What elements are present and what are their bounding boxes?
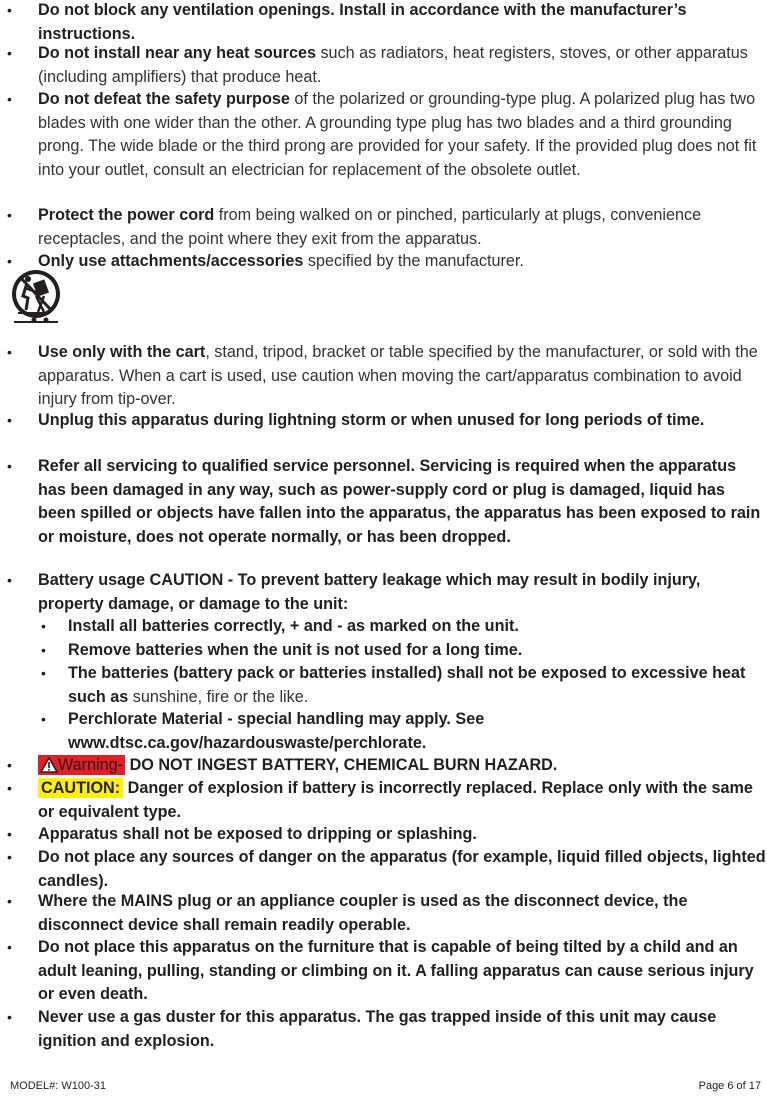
safety-item-polarized-plug <box>7 88 767 182</box>
bullet: • <box>7 207 12 223</box>
footer-model-number: MODEL#: W100-31 <box>10 1080 106 1092</box>
item-bold-text: Danger of explosion if battery is incorrectly replaced. Replace only with the same or equivalent type. <box>38 779 753 821</box>
safety-item-mains-plug <box>7 890 767 937</box>
item-bold-text: Perchlorate Material - special handling may apply. See www.dtsc.ca.gov/hazardouswaste/perchlorate. <box>68 710 485 752</box>
item-text: specified by the manufacturer. <box>303 252 524 270</box>
bullet: • <box>7 893 12 909</box>
item-bold-text: Where the MAINS plug or an appliance coupler is used as the disconnect device, the disconnect device shall remain readily operable. <box>38 892 688 934</box>
safety-item-ventilation <box>7 0 767 46</box>
item-bold-text: Only use attachments/accessories <box>38 252 304 270</box>
safety-item-unplug <box>7 409 767 433</box>
cart-tip-over-warning-icon <box>10 268 62 326</box>
bullet: • <box>7 91 12 107</box>
item-bold-text: Refer all servicing to qualified service personnel. Servicing is required when the apparatus has been damaged in any way, such as power-supply cord or plug is damaged, liquid has been spilled or objects have fallen into the apparatus, the apparatus has been exposed to rain or moisture, does not operate normally, or has been dropped. <box>38 457 761 546</box>
bullet: • <box>7 45 12 61</box>
safety-item-heat-sources <box>7 42 767 89</box>
item-bold-text: Do not defeat the safety purpose <box>38 90 290 108</box>
bullet: • <box>41 665 46 681</box>
bullet: • <box>7 458 12 474</box>
bullet: • <box>41 642 46 658</box>
item-bold-text: Never use a gas duster for this apparatus. The gas trapped inside of this unit may cause ignition and explosion. <box>38 1008 717 1050</box>
item-text: of the polarized or grounding-type plug. A polarized plug has two blades with one wider than the other. A grounding type plug has two blades and a third grounding prong. The wide blade or the third prong are provided for your safety. If the provided plug does not fit into your outlet, consult an electrician for replacement of the obsolete outlet. <box>38 90 757 179</box>
safety-item-gas-duster <box>7 1006 767 1053</box>
warning-triangle-icon <box>40 757 58 773</box>
item-text: , stand, tripod, bracket or table specified by the manufacturer, or sold with the apparatus. When a cart is used, use caution when moving the cart/apparatus combination to avoid injury from tip-over. <box>38 343 758 409</box>
item-text: from being walked on or pinched, particularly at plugs, convenience receptacles, and the point where they exit from the apparatus. <box>38 206 702 248</box>
bullet: • <box>7 939 12 955</box>
item-bold-text: Apparatus shall not be exposed to dripping or splashing. <box>38 825 477 843</box>
warning-label <box>38 755 125 775</box>
item-bold-text: Do not place any sources of danger on the apparatus (for example, liquid filled objects, lighted candles). <box>38 848 766 890</box>
item-text: such as radiators, heat registers, stoves, or other apparatus (including amplifiers) that produce heat. <box>38 44 748 86</box>
bullet: • <box>7 826 12 842</box>
item-bold-text: Remove batteries when the unit is not used for a long time. <box>68 641 523 659</box>
safety-item-cart <box>7 341 767 412</box>
safety-item-servicing <box>7 455 767 549</box>
item-bold-text: Battery usage CAUTION - To prevent battery leakage which may result in bodily injury, property damage, or damage to the unit: <box>38 571 701 613</box>
item-bold-text: The batteries (battery pack or batteries installed) shall not be exposed to excessive heat such as <box>68 664 746 706</box>
item-bold-text: Use only with the cart <box>38 343 206 361</box>
battery-sub-item-install <box>41 615 767 639</box>
item-text: sunshine, fire or the like. <box>128 687 309 706</box>
bullet: • <box>7 253 12 269</box>
item-bold-text: Do not place this apparatus on the furniture that is capable of being tilted by a child and an adult leaning, pulling, standing or climbing on it. A falling apparatus can cause serious injury or even death. <box>38 938 754 1004</box>
battery-sub-item-perchlorate <box>41 708 767 755</box>
safety-item-furniture-tilt <box>7 936 767 1007</box>
caution-label: CAUTION: <box>38 778 123 798</box>
bullet: • <box>7 780 12 796</box>
warning-label-text: Warning- <box>58 756 124 774</box>
safety-item-attachments <box>7 250 767 274</box>
bullet: • <box>7 344 12 360</box>
safety-item-battery-usage <box>7 569 767 616</box>
item-bold-text: Protect the power cord <box>38 206 215 224</box>
item-bold-text: Unplug this apparatus during lightning storm or when unused for long periods of time. <box>38 411 705 429</box>
safety-item-explosion-caution <box>7 777 767 824</box>
safety-item-power-cord <box>7 204 767 251</box>
item-bold-text: Do not block any ventilation openings. Install in accordance with the manufacturer’s instructions. <box>38 1 687 43</box>
item-bold-text: Do not install near any heat sources <box>38 44 316 62</box>
battery-sub-item-heat <box>41 662 767 709</box>
bullet: • <box>7 757 12 773</box>
item-bold-text: Install all batteries correctly, + and - as marked on the unit. <box>68 617 519 635</box>
bullet: • <box>7 2 12 18</box>
bullet: • <box>41 711 46 727</box>
bullet: • <box>7 849 12 865</box>
footer-page-number: Page 6 of 17 <box>698 1080 761 1092</box>
bullet: • <box>7 412 12 428</box>
bullet: • <box>7 572 12 588</box>
bullet: • <box>7 1009 12 1025</box>
safety-item-ingest-warning <box>7 754 767 778</box>
safety-item-dripping <box>7 823 767 847</box>
safety-item-sources-of-danger <box>7 846 767 893</box>
battery-sub-item-remove <box>41 639 767 663</box>
item-bold-text: DO NOT INGEST BATTERY, CHEMICAL BURN HAZARD. <box>125 756 558 774</box>
bullet: • <box>41 618 46 634</box>
